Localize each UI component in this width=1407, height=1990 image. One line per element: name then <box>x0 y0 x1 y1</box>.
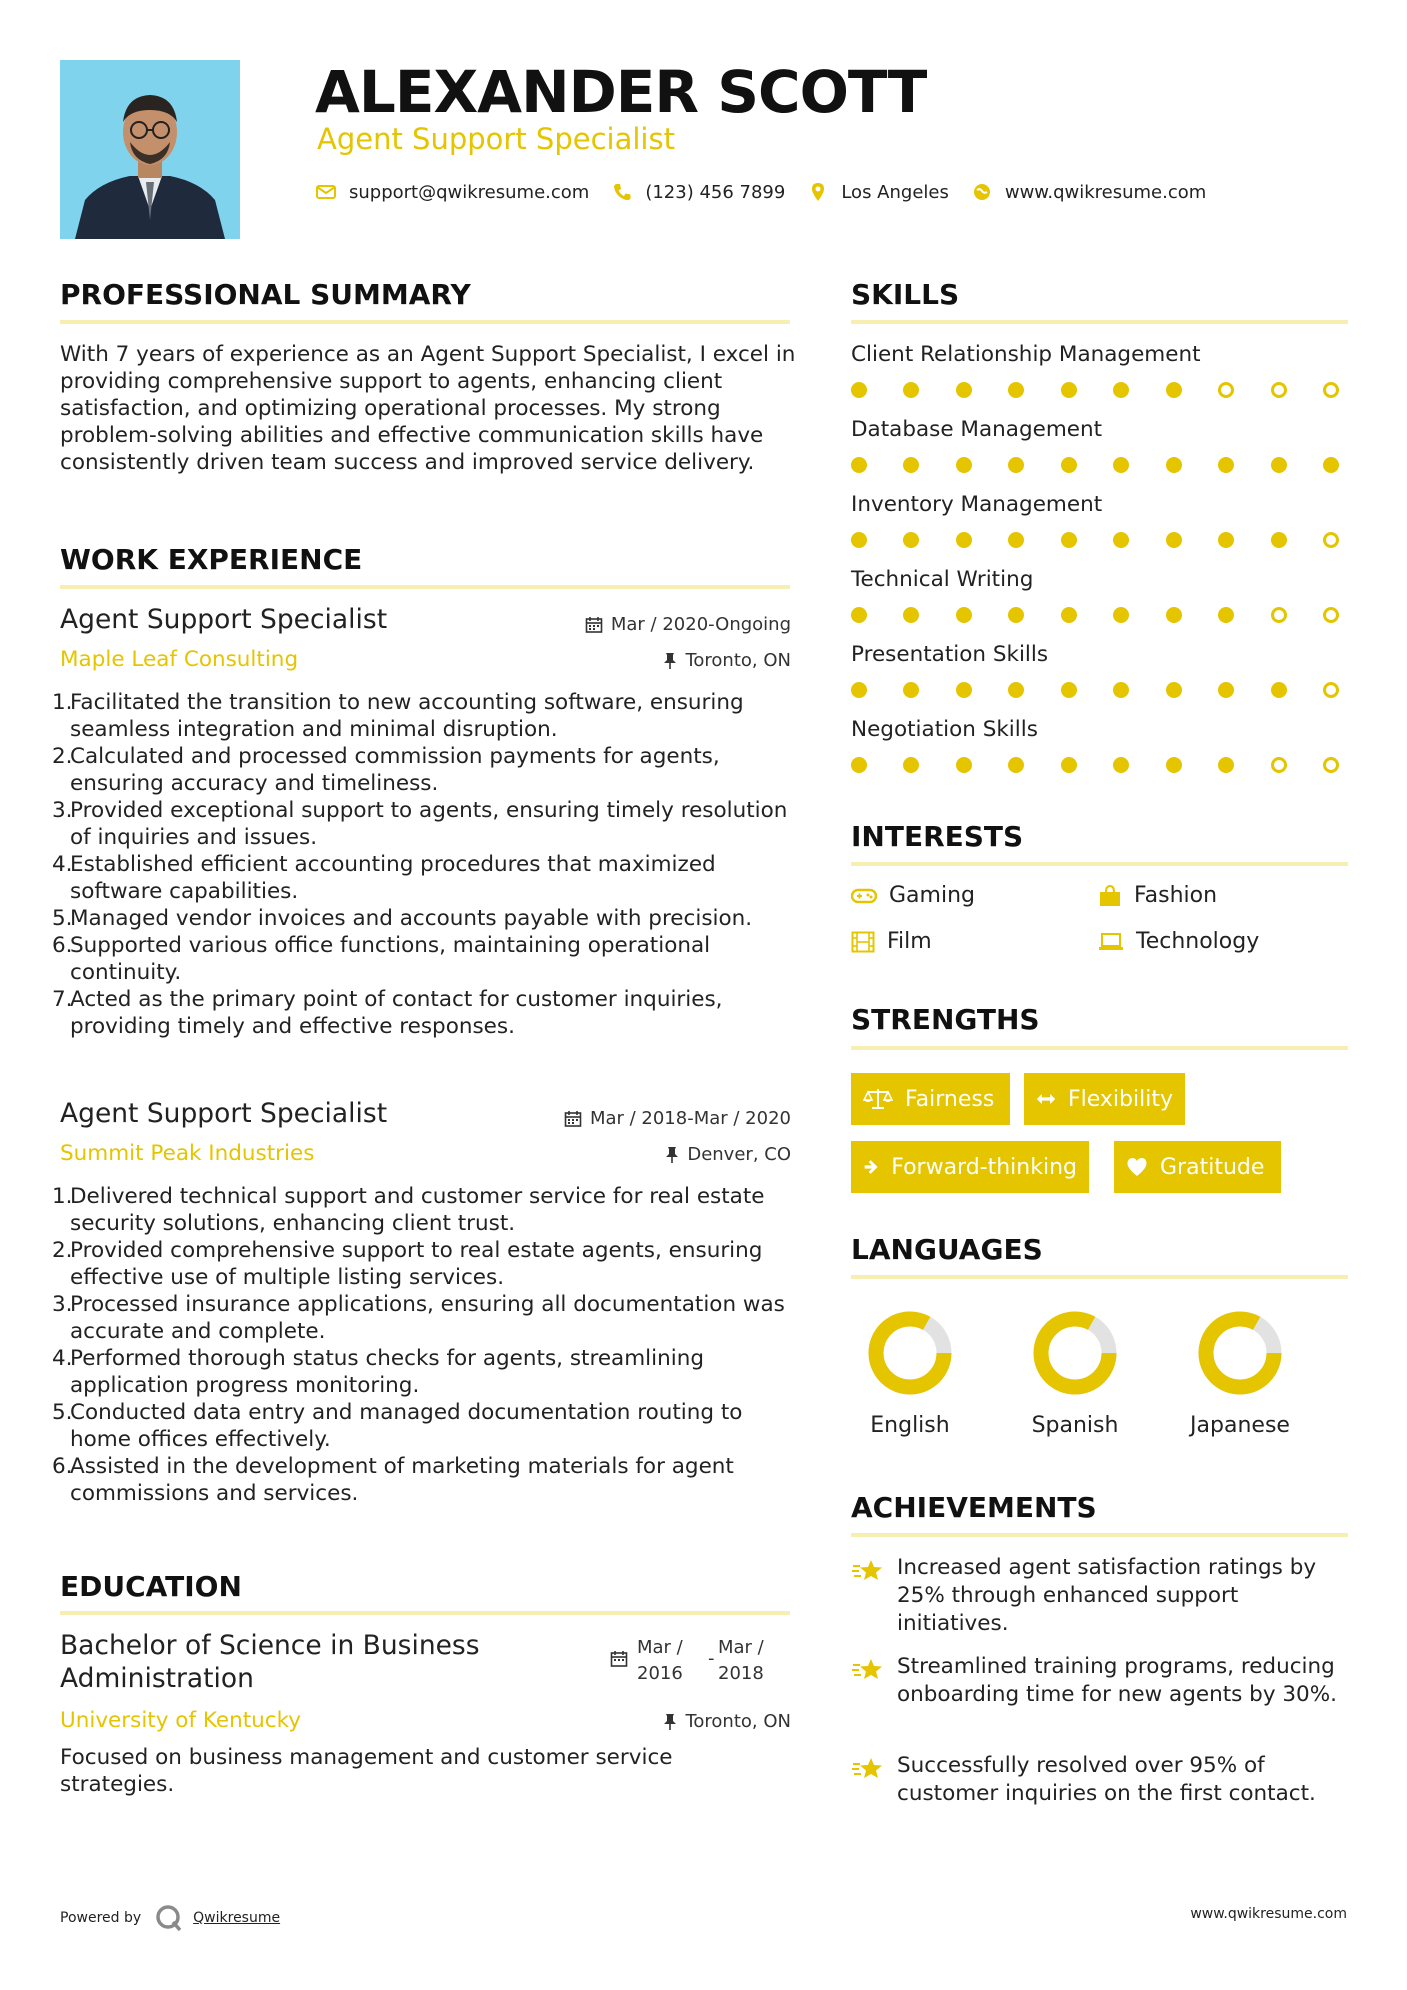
qwikresume-link[interactable]: Qwikresume <box>193 1910 281 1926</box>
job-location <box>665 1144 791 1165</box>
qwikresume-logo-icon <box>155 1904 183 1932</box>
language-item <box>830 1303 990 1438</box>
rating-dot-filled <box>1218 757 1234 773</box>
degree-title-line2: Administration <box>60 1663 254 1694</box>
rating-dot-filled <box>1061 682 1077 698</box>
candidate-name: ALEXANDER SCOTT <box>315 58 927 126</box>
list-item: 5. Managed vendor invoices and accounts payable with precision. <box>52 906 753 931</box>
education-divider <box>60 1611 790 1615</box>
list-item: 2. Calculated and processed commission payments for agents, ensuring accuracy and timeliness. <box>52 744 720 796</box>
language-name: Japanese <box>1190 1413 1290 1438</box>
list-item: 6. Supported various office functions, maintaining operational continuity. <box>52 933 711 985</box>
rating-dot-filled <box>1166 532 1182 548</box>
rating-dot-filled <box>1166 757 1182 773</box>
star-trophy-icon <box>851 1557 885 1585</box>
list-item: 7. Acted as the primary point of contact for customer inquiries, providing timely and effective responses. <box>52 987 723 1039</box>
rating-dot-filled <box>1061 757 1077 773</box>
job-bullets <box>52 1183 792 1507</box>
rating-dot-filled <box>956 757 972 773</box>
rating-dot-filled <box>1008 607 1024 623</box>
rating-dot-filled <box>956 382 972 398</box>
achievement-item <box>851 1554 1351 1638</box>
rating-dot-filled <box>903 607 919 623</box>
languages-list <box>830 1303 1350 1453</box>
calendar-icon <box>610 1650 628 1668</box>
contact-bar <box>315 178 1228 206</box>
rating-dot-filled <box>851 607 867 623</box>
interests-heading: INTERESTS <box>851 820 1024 853</box>
profile-photo <box>60 60 240 239</box>
rating-dot-empty <box>1323 757 1339 773</box>
achievements-heading: ACHIEVEMENTS <box>851 1491 1097 1524</box>
summary-heading: PROFESSIONAL SUMMARY <box>60 278 471 311</box>
arrows-horizontal-icon <box>1036 1092 1056 1106</box>
skill-rating <box>851 607 1339 623</box>
rating-dot-filled <box>1218 682 1234 698</box>
star-trophy-icon <box>851 1656 885 1684</box>
rating-dot-empty <box>1271 757 1287 773</box>
language-name: English <box>870 1413 950 1438</box>
rating-dot-filled <box>1166 682 1182 698</box>
skill-row <box>851 642 1351 717</box>
skill-row <box>851 417 1351 492</box>
edu-date-separator: - <box>708 1648 715 1669</box>
strengths-divider <box>851 1046 1348 1050</box>
rating-dot-filled <box>851 757 867 773</box>
summary-divider <box>60 320 790 324</box>
list-item: 3. Provided exceptional support to agents, ensuring timely resolution of inquiries and issues. <box>52 798 788 850</box>
rating-dot-filled <box>1166 607 1182 623</box>
rating-dot-filled <box>1166 382 1182 398</box>
rating-dot-empty <box>1218 382 1234 398</box>
contact-website[interactable]: www.qwikresume.com <box>1004 181 1207 203</box>
edu-location-text: Toronto, ON <box>685 1711 791 1732</box>
job-company: Maple Leaf Consulting <box>60 647 299 672</box>
globe-icon <box>971 181 993 203</box>
rating-dot-filled <box>1113 382 1129 398</box>
job-location-text: Denver, CO <box>687 1144 791 1165</box>
education-heading: EDUCATION <box>60 1570 242 1603</box>
rating-dot-filled <box>1271 682 1287 698</box>
rating-dot-filled <box>1008 682 1024 698</box>
arrow-right-icon <box>863 1157 879 1177</box>
strength-tag: Flexibility <box>1024 1073 1185 1125</box>
rating-dot-filled <box>903 682 919 698</box>
language-item <box>995 1303 1155 1438</box>
shopping-bag-icon <box>1098 884 1122 908</box>
rating-dot-filled <box>903 757 919 773</box>
rating-dot-filled <box>1061 607 1077 623</box>
rating-dot-empty <box>1323 382 1339 398</box>
skill-row <box>851 492 1351 567</box>
languages-heading: LANGUAGES <box>851 1233 1043 1266</box>
list-item: 4. Performed thorough status checks for agents, streamlining application progress monitoring. <box>52 1346 704 1398</box>
skill-row <box>851 717 1351 792</box>
rating-dot-filled <box>1113 682 1129 698</box>
list-item: 5. Conducted data entry and managed documentation routing to home offices effectively. <box>52 1400 743 1452</box>
footer-powered-by <box>60 1904 280 1932</box>
list-item: 2. Provided comprehensive support to real estate agents, ensuring effective use of multiple listing services. <box>52 1238 763 1290</box>
skill-rating <box>851 457 1339 473</box>
rating-dot-filled <box>1113 607 1129 623</box>
rating-dot-filled <box>1061 532 1077 548</box>
languages-divider <box>851 1275 1348 1279</box>
star-trophy-icon <box>851 1755 885 1783</box>
rating-dot-empty <box>1323 682 1339 698</box>
job-dates-text: Mar / 2018-Mar / 2020 <box>589 1108 791 1129</box>
rating-dot-filled <box>1218 457 1234 473</box>
rating-dot-filled <box>1271 457 1287 473</box>
work-divider <box>60 585 790 589</box>
rating-dot-filled <box>1008 757 1024 773</box>
laptop-icon <box>1098 932 1124 952</box>
achievement-text: Streamlined training programs, reducing onboarding time for new agents by 30%. <box>897 1654 1337 1707</box>
rating-dot-filled <box>956 532 972 548</box>
rating-dot-filled <box>851 457 867 473</box>
skills-divider <box>851 320 1348 324</box>
calendar-icon <box>564 1110 582 1128</box>
skill-row <box>851 567 1351 642</box>
edu-end-date: Mar / 2018 <box>718 1637 764 1684</box>
job-location-text: Toronto, ON <box>685 650 791 671</box>
list-item: 1. Delivered technical support and customer service for real estate security solutions, enhancing client trust. <box>52 1184 765 1236</box>
rating-dot-filled <box>956 682 972 698</box>
skill-row <box>851 342 1351 417</box>
skill-name: Technical Writing <box>851 567 1034 592</box>
summary-text: With 7 years of experience as an Agent Support Specialist, I excel in providing comprehensive support to agents, enhancing client satisfaction, and optimizing operational processes. My strong problem-solving abilities and effective communication skills have consistently driven team success and improved service delivery. <box>60 342 796 475</box>
language-donut <box>995 1303 1155 1403</box>
envelope-icon <box>315 181 337 203</box>
rating-dot-filled <box>1008 457 1024 473</box>
skill-name: Presentation Skills <box>851 642 1049 667</box>
achievement-item <box>851 1653 1351 1709</box>
rating-dot-filled <box>851 682 867 698</box>
degree-title-line1: Bachelor of Science in Business <box>60 1630 480 1661</box>
skill-rating <box>851 682 1339 698</box>
film-icon <box>851 931 875 953</box>
skill-rating <box>851 382 1339 398</box>
interest-item: Film <box>851 929 932 954</box>
language-donut <box>830 1303 990 1403</box>
rating-dot-empty <box>1271 382 1287 398</box>
job-dates-text: Mar / 2020-Ongoing <box>610 614 791 635</box>
rating-dot-filled <box>1113 457 1129 473</box>
job-title: Agent Support Specialist <box>60 604 388 635</box>
list-item: 1. Facilitated the transition to new accounting software, ensuring seamless integration and minimal disruption. <box>52 690 744 742</box>
skill-name: Inventory Management <box>851 492 1103 517</box>
achievements-divider <box>851 1533 1348 1537</box>
language-donut <box>1160 1303 1320 1403</box>
contact-location: Los Angeles <box>841 181 949 203</box>
job-dates <box>564 1108 791 1129</box>
rating-dot-filled <box>956 607 972 623</box>
achievement-text: Successfully resolved over 95% of customer inquiries on the first contact. <box>897 1753 1316 1806</box>
edu-start-date: Mar / 2016 <box>637 1637 683 1684</box>
language-item <box>1160 1303 1320 1438</box>
strengths-heading: STRENGTHS <box>851 1003 1040 1036</box>
rating-dot-empty <box>1271 607 1287 623</box>
rating-dot-filled <box>903 457 919 473</box>
rating-dot-filled <box>1323 457 1339 473</box>
education-description: Focused on business management and customer service strategies. <box>60 1745 673 1797</box>
edu-location <box>663 1711 791 1732</box>
strength-tag: Forward-thinking <box>851 1141 1089 1193</box>
rating-dot-empty <box>1323 607 1339 623</box>
contact-phone[interactable]: (123) 456 7899 <box>645 181 786 203</box>
pushpin-icon <box>663 652 677 670</box>
work-heading: WORK EXPERIENCE <box>60 543 363 576</box>
interest-item: Fashion <box>1098 883 1217 908</box>
rating-dot-filled <box>956 457 972 473</box>
skill-name: Client Relationship Management <box>851 342 1201 367</box>
skills-heading: SKILLS <box>851 278 960 311</box>
interest-item: Gaming <box>851 883 975 908</box>
rating-dot-filled <box>1113 757 1129 773</box>
rating-dot-empty <box>1323 532 1339 548</box>
language-name: Spanish <box>1031 1413 1119 1438</box>
rating-dot-filled <box>1166 457 1182 473</box>
phone-icon <box>611 181 633 203</box>
job-title: Agent Support Specialist <box>60 1098 388 1129</box>
job-bullets <box>52 689 792 1040</box>
candidate-title: Agent Support Specialist <box>317 122 675 156</box>
calendar-icon <box>585 616 603 634</box>
rating-dot-filled <box>851 382 867 398</box>
balance-scale-icon <box>863 1087 893 1111</box>
footer-website[interactable]: www.qwikresume.com <box>1190 1906 1347 1922</box>
skill-name: Negotiation Skills <box>851 717 1038 742</box>
school-name: University of Kentucky <box>60 1708 302 1733</box>
rating-dot-filled <box>1218 532 1234 548</box>
strength-tag: Fairness <box>851 1073 1010 1125</box>
list-item: 3. Processed insurance applications, ensuring all documentation was accurate and complete. <box>52 1292 785 1344</box>
list-item: 6. Assisted in the development of marketing materials for agent commissions and services. <box>52 1454 734 1506</box>
achievement-text: Increased agent satisfaction ratings by 25% through enhanced support initiatives. <box>897 1555 1317 1636</box>
heart-icon <box>1126 1157 1148 1177</box>
rating-dot-filled <box>1271 532 1287 548</box>
pushpin-icon <box>663 1713 677 1731</box>
achievement-item <box>851 1752 1351 1808</box>
skills-list <box>851 342 1351 792</box>
strength-tag: Gratitude <box>1114 1141 1281 1193</box>
job-company: Summit Peak Industries <box>60 1141 315 1166</box>
skill-rating <box>851 757 1339 773</box>
skill-rating <box>851 532 1339 548</box>
rating-dot-filled <box>1008 532 1024 548</box>
rating-dot-filled <box>851 532 867 548</box>
powered-by-label: Powered by <box>60 1910 142 1926</box>
gamepad-icon <box>851 885 877 907</box>
rating-dot-filled <box>1008 382 1024 398</box>
job-location <box>663 650 791 671</box>
map-pin-icon <box>807 181 829 203</box>
contact-email[interactable]: support@qwikresume.com <box>349 181 590 203</box>
skill-name: Database Management <box>851 417 1103 442</box>
rating-dot-filled <box>903 382 919 398</box>
rating-dot-filled <box>903 532 919 548</box>
list-item: 4. Established efficient accounting procedures that maximized software capabilities. <box>52 852 716 904</box>
job-dates <box>585 614 791 635</box>
pushpin-icon <box>665 1146 679 1164</box>
interest-item: Technology <box>1098 929 1259 954</box>
rating-dot-filled <box>1061 457 1077 473</box>
interests-divider <box>851 862 1348 866</box>
rating-dot-filled <box>1113 532 1129 548</box>
rating-dot-filled <box>1061 382 1077 398</box>
rating-dot-filled <box>1218 607 1234 623</box>
